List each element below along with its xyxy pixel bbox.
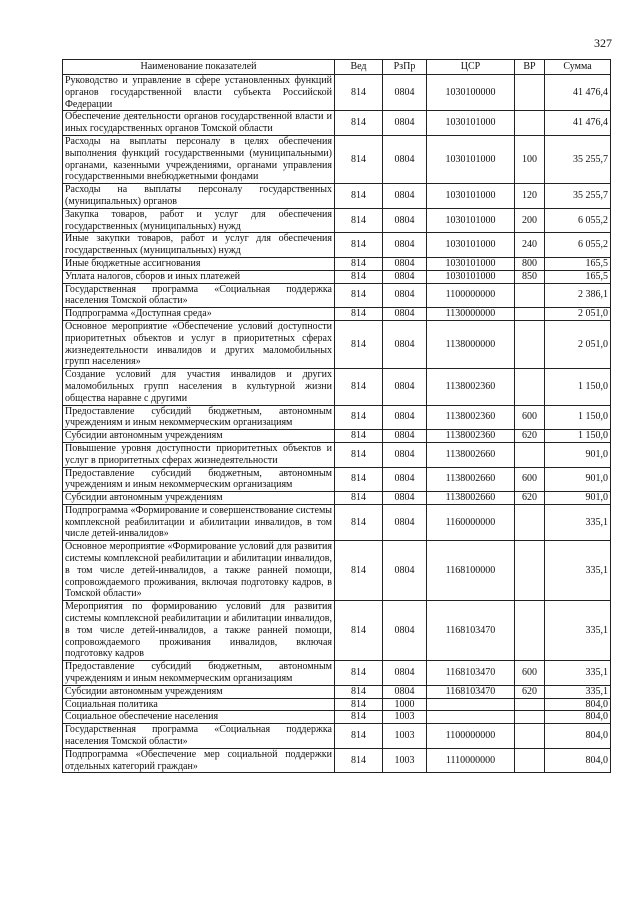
cell-name: Предоставление субсидий бюджетным, автономным учреждениям и иным некоммерческим организациям — [63, 405, 335, 430]
cell-rzpr: 1003 — [383, 711, 427, 724]
cell-rzpr: 0804 — [383, 184, 427, 209]
cell-csr: 1030101000 — [427, 111, 515, 136]
cell-sum: 804,0 — [545, 711, 611, 724]
cell-ved: 814 — [335, 257, 383, 270]
table-row — [63, 257, 611, 270]
table-row — [63, 208, 611, 233]
cell-name: Обеспечение деятельности органов государственной власти и иных государственных органов Томской области — [63, 111, 335, 136]
cell-csr: 1138002360 — [427, 405, 515, 430]
cell-ved: 814 — [335, 283, 383, 308]
table-header-row — [63, 60, 611, 75]
cell-ved: 814 — [335, 685, 383, 698]
cell-ved: 814 — [335, 308, 383, 321]
cell-ved: 814 — [335, 748, 383, 773]
cell-ved: 814 — [335, 442, 383, 467]
cell-vr — [515, 504, 545, 540]
cell-rzpr: 0804 — [383, 233, 427, 258]
table-row — [63, 233, 611, 258]
cell-rzpr: 0804 — [383, 111, 427, 136]
cell-name: Основное мероприятие «Обеспечение условий доступности приоритетных объектов и услуг в приоритетных сферах жизнедеятельности инвалидов и других маломобильных групп населения» — [63, 320, 335, 368]
cell-csr — [427, 698, 515, 711]
cell-name: Закупка товаров, работ и услуг для обеспечения государственных (муниципальных) нужд — [63, 208, 335, 233]
cell-rzpr: 0804 — [383, 283, 427, 308]
cell-ved: 814 — [335, 430, 383, 443]
cell-rzpr: 0804 — [383, 541, 427, 601]
header-vr: ВР — [515, 60, 545, 75]
cell-rzpr: 0804 — [383, 601, 427, 661]
cell-name: Иные закупки товаров, работ и услуг для обеспечения государственных (муниципальных) нужд — [63, 233, 335, 258]
cell-name: Субсидии автономным учреждениям — [63, 685, 335, 698]
cell-ved: 814 — [335, 369, 383, 405]
table-row — [63, 504, 611, 540]
cell-ved: 814 — [335, 208, 383, 233]
cell-name: Государственная программа «Социальная поддержка населения Томской области» — [63, 283, 335, 308]
cell-name: Предоставление субсидий бюджетным, автономным учреждениям и иным некоммерческим организациям — [63, 467, 335, 492]
cell-name: Подпрограмма «Обеспечение мер социальной поддержки отдельных категорий граждан» — [63, 748, 335, 773]
table-row — [63, 270, 611, 283]
cell-vr: 240 — [515, 233, 545, 258]
cell-rzpr: 0804 — [383, 208, 427, 233]
cell-name: Мероприятия по формированию условий для развития системы комплексной реабилитации и абилитации инвалидов, в том числе детей-инвалидов, а также ранней помощи, сопровождаемого проживания инвалидов, включая подготовку кадров — [63, 601, 335, 661]
cell-sum: 335,1 — [545, 661, 611, 686]
cell-vr: 600 — [515, 661, 545, 686]
cell-csr: 1100000000 — [427, 283, 515, 308]
cell-csr: 1030101000 — [427, 135, 515, 183]
cell-vr — [515, 75, 545, 111]
cell-vr: 100 — [515, 135, 545, 183]
table-body — [63, 75, 611, 773]
cell-sum: 1 150,0 — [545, 369, 611, 405]
cell-name: Субсидии автономным учреждениям — [63, 430, 335, 443]
cell-rzpr: 1000 — [383, 698, 427, 711]
header-csr: ЦСР — [427, 60, 515, 75]
cell-csr: 1030101000 — [427, 233, 515, 258]
cell-rzpr: 0804 — [383, 442, 427, 467]
cell-rzpr: 0804 — [383, 75, 427, 111]
table-row — [63, 320, 611, 368]
cell-ved: 814 — [335, 467, 383, 492]
cell-vr: 200 — [515, 208, 545, 233]
table-row — [63, 661, 611, 686]
table-row — [63, 685, 611, 698]
cell-rzpr: 0804 — [383, 270, 427, 283]
cell-vr — [515, 369, 545, 405]
table-row — [63, 492, 611, 505]
header-sum: Сумма — [545, 60, 611, 75]
cell-ved: 814 — [335, 711, 383, 724]
cell-rzpr: 1003 — [383, 724, 427, 749]
cell-vr — [515, 748, 545, 773]
cell-vr: 620 — [515, 492, 545, 505]
cell-ved: 814 — [335, 698, 383, 711]
cell-vr — [515, 541, 545, 601]
cell-name: Подпрограмма «Доступная среда» — [63, 308, 335, 321]
table-row — [63, 467, 611, 492]
cell-sum: 804,0 — [545, 724, 611, 749]
cell-sum: 35 255,7 — [545, 135, 611, 183]
cell-sum: 804,0 — [545, 698, 611, 711]
cell-ved: 814 — [335, 492, 383, 505]
cell-sum: 41 476,4 — [545, 111, 611, 136]
cell-csr: 1030100000 — [427, 75, 515, 111]
cell-name: Повышение уровня доступности приоритетных объектов и услуг в приоритетных сферах жизнедеятельности — [63, 442, 335, 467]
cell-sum: 6 055,2 — [545, 208, 611, 233]
table-row — [63, 308, 611, 321]
cell-csr: 1160000000 — [427, 504, 515, 540]
table-row — [63, 541, 611, 601]
cell-rzpr: 0804 — [383, 492, 427, 505]
cell-vr — [515, 724, 545, 749]
budget-table — [62, 59, 611, 773]
cell-vr: 120 — [515, 184, 545, 209]
table-row — [63, 135, 611, 183]
cell-vr — [515, 711, 545, 724]
cell-vr: 800 — [515, 257, 545, 270]
cell-sum: 6 055,2 — [545, 233, 611, 258]
cell-ved: 814 — [335, 504, 383, 540]
cell-sum: 901,0 — [545, 467, 611, 492]
cell-ved: 814 — [335, 184, 383, 209]
cell-vr: 620 — [515, 430, 545, 443]
header-name: Наименование показателей — [63, 60, 335, 75]
cell-rzpr: 0804 — [383, 467, 427, 492]
cell-vr: 600 — [515, 467, 545, 492]
cell-rzpr: 0804 — [383, 308, 427, 321]
cell-rzpr: 0804 — [383, 504, 427, 540]
cell-csr: 1168103470 — [427, 685, 515, 698]
cell-sum: 1 150,0 — [545, 405, 611, 430]
page-number: 327 — [594, 36, 612, 50]
cell-rzpr: 0804 — [383, 430, 427, 443]
budget-table-container — [62, 59, 610, 773]
table-row — [63, 711, 611, 724]
cell-sum: 41 476,4 — [545, 75, 611, 111]
cell-sum: 165,5 — [545, 257, 611, 270]
table-row — [63, 748, 611, 773]
cell-ved: 814 — [335, 135, 383, 183]
cell-csr: 1110000000 — [427, 748, 515, 773]
cell-name: Подпрограмма «Формирование и совершенствование системы комплексной реабилитации и абилитации инвалидов, в том числе детей-инвалидов» — [63, 504, 335, 540]
cell-vr — [515, 320, 545, 368]
cell-rzpr: 1003 — [383, 748, 427, 773]
cell-name: Иные бюджетные ассигнования — [63, 257, 335, 270]
table-row — [63, 724, 611, 749]
cell-sum: 2 051,0 — [545, 308, 611, 321]
cell-sum: 804,0 — [545, 748, 611, 773]
table-row — [63, 430, 611, 443]
cell-csr: 1138002660 — [427, 467, 515, 492]
cell-vr: 600 — [515, 405, 545, 430]
table-row — [63, 405, 611, 430]
cell-vr — [515, 601, 545, 661]
table-row — [63, 369, 611, 405]
cell-ved: 814 — [335, 661, 383, 686]
cell-name: Создание условий для участия инвалидов и других маломобильных групп населения в культурной жизни общества наравне с другими — [63, 369, 335, 405]
cell-ved: 814 — [335, 601, 383, 661]
cell-vr — [515, 308, 545, 321]
cell-vr — [515, 442, 545, 467]
cell-sum: 2 051,0 — [545, 320, 611, 368]
cell-csr: 1138002360 — [427, 430, 515, 443]
cell-csr: 1138002660 — [427, 492, 515, 505]
cell-name: Социальное обеспечение населения — [63, 711, 335, 724]
table-row — [63, 283, 611, 308]
cell-ved: 814 — [335, 320, 383, 368]
cell-vr — [515, 698, 545, 711]
cell-name: Субсидии автономным учреждениям — [63, 492, 335, 505]
table-row — [63, 698, 611, 711]
cell-vr: 850 — [515, 270, 545, 283]
table-row — [63, 601, 611, 661]
cell-name: Уплата налогов, сборов и иных платежей — [63, 270, 335, 283]
cell-sum: 901,0 — [545, 442, 611, 467]
table-row — [63, 75, 611, 111]
cell-name: Предоставление субсидий бюджетным, автономным учреждениям и иным некоммерческим организациям — [63, 661, 335, 686]
header-ved: Вед — [335, 60, 383, 75]
cell-ved: 814 — [335, 724, 383, 749]
cell-rzpr: 0804 — [383, 320, 427, 368]
cell-sum: 335,1 — [545, 601, 611, 661]
cell-sum: 335,1 — [545, 685, 611, 698]
cell-rzpr: 0804 — [383, 405, 427, 430]
cell-ved: 814 — [335, 270, 383, 283]
cell-csr: 1030101000 — [427, 184, 515, 209]
cell-sum: 2 386,1 — [545, 283, 611, 308]
cell-rzpr: 0804 — [383, 661, 427, 686]
cell-csr: 1130000000 — [427, 308, 515, 321]
cell-sum: 165,5 — [545, 270, 611, 283]
cell-vr — [515, 111, 545, 136]
cell-csr: 1138002360 — [427, 369, 515, 405]
cell-name: Руководство и управление в сфере установленных функций органов государственной власти субъекта Российской Федерации — [63, 75, 335, 111]
cell-sum: 1 150,0 — [545, 430, 611, 443]
cell-sum: 335,1 — [545, 504, 611, 540]
cell-rzpr: 0804 — [383, 369, 427, 405]
cell-sum: 35 255,7 — [545, 184, 611, 209]
cell-vr — [515, 283, 545, 308]
table-row — [63, 111, 611, 136]
cell-csr: 1138002660 — [427, 442, 515, 467]
cell-name: Государственная программа «Социальная поддержка населения Томской области» — [63, 724, 335, 749]
cell-csr: 1168100000 — [427, 541, 515, 601]
cell-ved: 814 — [335, 541, 383, 601]
cell-name: Расходы на выплаты персоналу государственных (муниципальных) органов — [63, 184, 335, 209]
cell-csr — [427, 711, 515, 724]
cell-name: Социальная политика — [63, 698, 335, 711]
cell-csr: 1168103470 — [427, 661, 515, 686]
cell-name: Основное мероприятие «Формирование условий для развития системы комплексной реабилитации и абилитации инвалидов, в том числе детей-инвалидов, а также ранней помощи, сопровождаемого проживания, включая подготовку кадров, в Томской области» — [63, 541, 335, 601]
table-row — [63, 184, 611, 209]
cell-rzpr: 0804 — [383, 685, 427, 698]
cell-csr: 1100000000 — [427, 724, 515, 749]
header-rzpr: РзПр — [383, 60, 427, 75]
cell-sum: 901,0 — [545, 492, 611, 505]
table-row — [63, 442, 611, 467]
cell-vr: 620 — [515, 685, 545, 698]
cell-sum: 335,1 — [545, 541, 611, 601]
cell-ved: 814 — [335, 233, 383, 258]
cell-csr: 1138000000 — [427, 320, 515, 368]
cell-csr: 1030101000 — [427, 270, 515, 283]
cell-ved: 814 — [335, 405, 383, 430]
cell-rzpr: 0804 — [383, 257, 427, 270]
cell-csr: 1030101000 — [427, 257, 515, 270]
cell-csr: 1168103470 — [427, 601, 515, 661]
cell-name: Расходы на выплаты персоналу в целях обеспечения выполнения функций государственными (муниципальными) органами, казенными учреждениями, органами управления государственными внебюджетными фондами — [63, 135, 335, 183]
cell-ved: 814 — [335, 75, 383, 111]
cell-ved: 814 — [335, 111, 383, 136]
cell-rzpr: 0804 — [383, 135, 427, 183]
cell-csr: 1030101000 — [427, 208, 515, 233]
